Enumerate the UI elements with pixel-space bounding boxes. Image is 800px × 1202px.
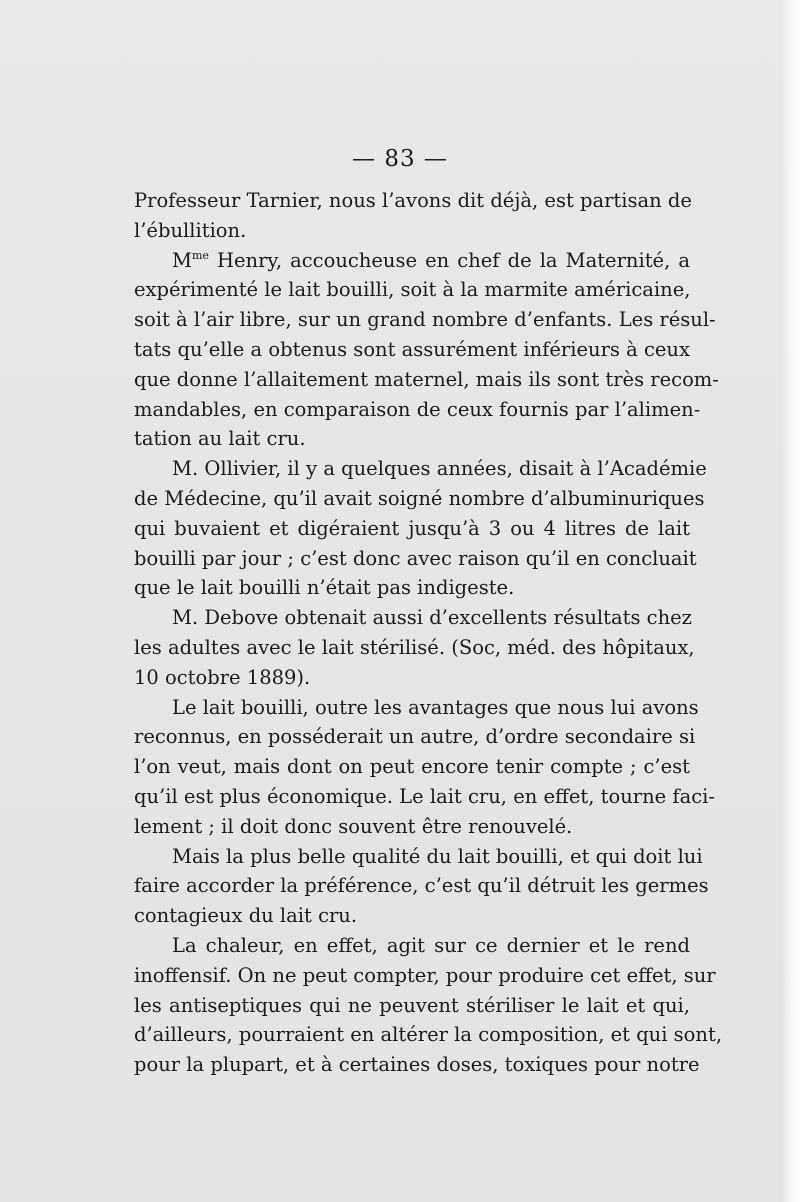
text-line: La chaleur, en effet, agit sur ce dernier et le rend	[172, 933, 690, 957]
text-line: pour la plupart, et à certaines doses, toxiques pour notre	[134, 1053, 700, 1077]
text-line: soit à l’air libre, sur un grand nombre d’enfants. Les résul-	[134, 308, 716, 332]
text-line: reconnus, en posséderait un autre, d’ordre secondaire si	[134, 725, 696, 749]
text-line: tats qu’elle a obtenus sont assurément inférieurs à ceux	[134, 337, 690, 361]
abbrev-letter: M	[172, 248, 192, 272]
abbrev-superscript: me	[191, 248, 209, 262]
text-line: que donne l’allaitement maternel, mais ils sont très recom-	[134, 367, 719, 391]
text-line: les antiseptiques qui ne peuvent stériliser le lait et qui,	[134, 993, 690, 1017]
text-line: bouilli par jour ; c’est donc avec raison qu’il en concluait	[134, 546, 697, 570]
text-line-rest: Henry, accoucheuse en chef de la Maternité, a	[208, 248, 690, 272]
text-line: qui buvaient et digéraient jusqu’à 3 ou 4 litres de lait	[134, 516, 690, 540]
page-number: — 83 —	[352, 146, 448, 172]
text-line: M. Debove obtenait aussi d’excellents résultats chez	[172, 606, 692, 630]
text-line: expérimenté le lait bouilli, soit à la marmite américaine,	[134, 278, 691, 302]
text-line: Le lait bouilli, outre les avantages que nous lui avons	[172, 695, 699, 719]
text-line: que le lait bouilli n’était pas indigeste.	[134, 576, 515, 600]
text-line: qu’il est plus économique. Le lait cru, en effet, tourne faci-	[134, 784, 716, 808]
body-text	[134, 186, 723, 1080]
text-line: inoffensif. On ne peut compter, pour produire cet effet, sur	[134, 963, 716, 987]
text-line: 10 octobre 1889).	[134, 665, 311, 689]
text-line: l’on veut, mais dont on peut encore tenir compte ; c’est	[134, 755, 690, 779]
text-line: contagieux du lait cru.	[134, 904, 358, 928]
text-line: M. Ollivier, il y a quelques années, disait à l’Académie	[172, 457, 707, 481]
text-line: Mais la plus belle qualité du lait bouilli, et qui doit lui	[172, 844, 703, 868]
text-line: l’ébullition.	[134, 218, 247, 242]
text-line: d’ailleurs, pourraient en altérer la composition, et qui sont,	[134, 1023, 723, 1047]
text-line: faire accorder la préférence, c’est qu’il détruit les germes	[134, 874, 709, 898]
page-edge	[782, 0, 800, 1202]
text-line-with-abbreviation	[134, 246, 690, 276]
text-line: Professeur Tarnier, nous l’avons dit déjà, est partisan de	[134, 189, 692, 212]
text-line: mandables, en comparaison de ceux fournis par l’alimen-	[134, 397, 701, 421]
text-line: de Médecine, qu’il avait soigné nombre d’albuminuriques	[134, 486, 705, 510]
text-line: les adultes avec le lait stérilisé. (Soc, méd. des hôpitaux,	[134, 635, 695, 659]
text-line: tation au lait cru.	[134, 427, 306, 451]
text-line: lement ; il doit donc souvent être renouvelé.	[134, 814, 573, 838]
